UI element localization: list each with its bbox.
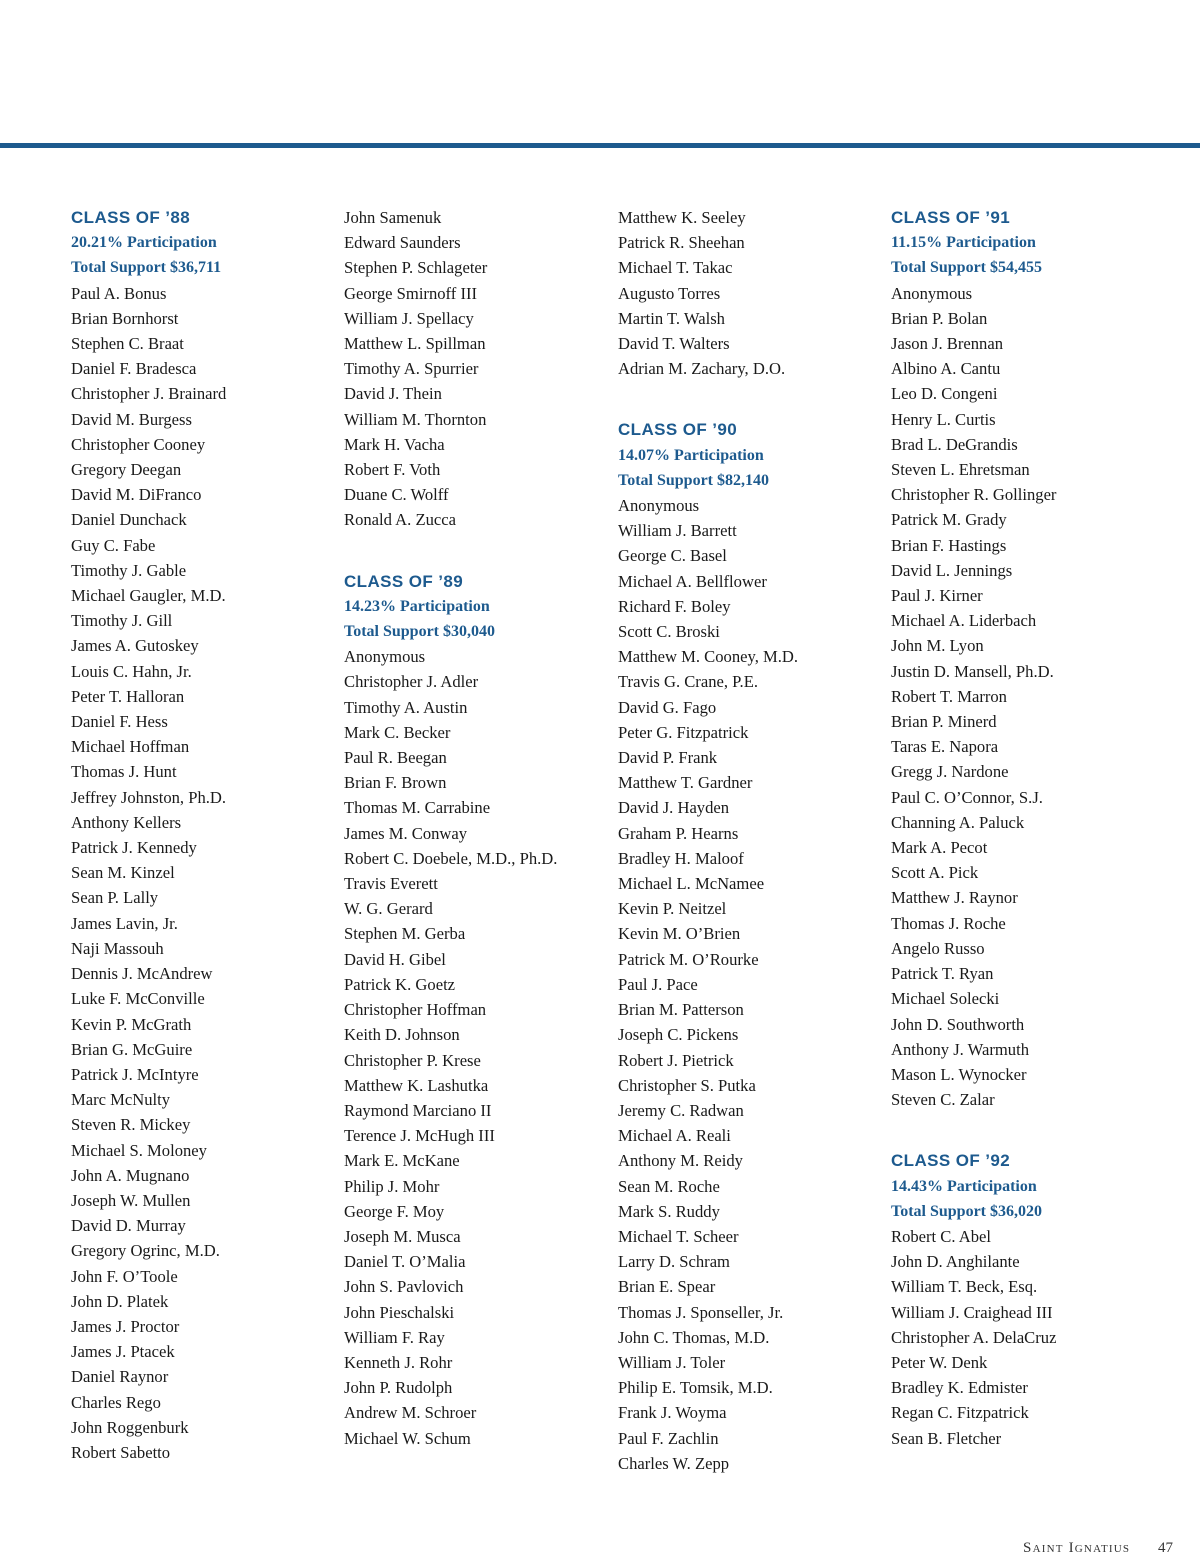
donor-name: William J. Barrett xyxy=(618,521,737,541)
donor-name: Christopher Hoffman xyxy=(344,1000,487,1020)
donor-name: John S. Pavlovich xyxy=(344,1277,464,1297)
donor-name: Patrick K. Goetz xyxy=(344,974,456,994)
donor-name: Sean M. Roche xyxy=(618,1176,720,1196)
column-2 xyxy=(344,205,604,1451)
donor-name: Patrick T. Ryan xyxy=(891,964,994,984)
donor-name: Timothy J. Gable xyxy=(71,560,187,580)
donor-name: Matthew K. Lashutka xyxy=(344,1075,489,1095)
donor-name: Brad L. DeGrandis xyxy=(891,434,1018,454)
donor-name: Andrew M. Schroer xyxy=(344,1403,477,1423)
donor-name: Thomas M. Carrabine xyxy=(344,798,491,818)
donor-name: Leo D. Congeni xyxy=(891,384,998,404)
donor-name: Louis C. Hahn, Jr. xyxy=(71,661,192,681)
donor-name: Anthony J. Warmuth xyxy=(891,1039,1030,1059)
donor-name: Kevin P. McGrath xyxy=(71,1014,192,1034)
donor-name: George F. Moy xyxy=(344,1201,445,1221)
donor-name: Luke F. McConville xyxy=(71,989,205,1009)
donor-name: Marc McNulty xyxy=(71,1090,171,1110)
donor-name: Paul J. Kirner xyxy=(891,586,983,606)
donor-name: Michael Solecki xyxy=(891,989,1000,1009)
header-rule xyxy=(0,143,1200,148)
donor-name: Jason J. Brennan xyxy=(891,334,1003,354)
section-spacer xyxy=(344,533,604,569)
donor-name: Mark A. Pecot xyxy=(891,838,988,858)
donor-name: Brian F. Hastings xyxy=(891,535,1007,555)
donor-name: Jeremy C. Radwan xyxy=(618,1100,744,1120)
donor-name: Anonymous xyxy=(891,283,973,303)
donor-name: Matthew J. Raynor xyxy=(891,888,1018,908)
donor-name: Adrian M. Zachary, D.O. xyxy=(618,359,786,379)
donor-name: John P. Rudolph xyxy=(344,1378,453,1398)
donor-name: Jeffrey Johnston, Ph.D. xyxy=(71,787,227,807)
column-4 xyxy=(891,205,1151,1451)
donor-name: Mark S. Ruddy xyxy=(618,1201,720,1221)
donor-name: Brian P. Minerd xyxy=(891,712,997,732)
donor-name: Frank J. Woyma xyxy=(618,1403,727,1423)
donor-name: Sean M. Kinzel xyxy=(71,863,175,883)
donor-name: Brian M. Patterson xyxy=(618,1000,744,1020)
class-section xyxy=(618,417,878,1476)
donor-name: William J. Spellacy xyxy=(344,308,474,328)
donor-name: Ronald A. Zucca xyxy=(344,510,456,530)
donor-name: David D. Murray xyxy=(71,1216,186,1236)
donor-name: Patrick J. McIntyre xyxy=(71,1064,199,1084)
donor-name: Angelo Russo xyxy=(891,938,985,958)
donor-name: Mark E. McKane xyxy=(344,1151,460,1171)
donor-name: David M. Burgess xyxy=(71,409,192,429)
total-support: Total Support $54,455 xyxy=(891,259,1042,277)
donor-name: Duane C. Wolff xyxy=(344,485,449,505)
donor-name: Bradley K. Edmister xyxy=(891,1378,1028,1398)
donor-name: Michael Hoffman xyxy=(71,737,190,757)
donor-name: Christopher S. Putka xyxy=(618,1075,756,1095)
donor-name: Paul J. Pace xyxy=(618,974,698,994)
donor-name: Brian E. Spear xyxy=(618,1277,716,1297)
donor-name: Raymond Marciano II xyxy=(344,1100,492,1120)
donor-name: Charles W. Zepp xyxy=(618,1453,730,1473)
donor-name: Matthew M. Cooney, M.D. xyxy=(618,647,799,667)
total-support: Total Support $36,711 xyxy=(71,259,222,277)
donor-name: William F. Ray xyxy=(344,1327,445,1347)
donor-name: Gregg J. Nardone xyxy=(891,762,1009,782)
donor-name: James M. Conway xyxy=(344,823,468,843)
donor-name: David P. Frank xyxy=(618,748,718,768)
class-heading: CLASS OF ’91 xyxy=(891,208,1011,227)
donor-name: Brian F. Brown xyxy=(344,773,447,793)
donor-name: Richard F. Boley xyxy=(618,596,731,616)
donor-name: Christopher J. Brainard xyxy=(71,384,227,404)
donor-name: Paul R. Beegan xyxy=(344,748,447,768)
donor-name: Stephen M. Gerba xyxy=(344,924,466,944)
donor-name: Peter G. Fitzpatrick xyxy=(618,722,749,742)
donor-name: John F. O’Toole xyxy=(71,1266,178,1286)
class-heading: CLASS OF ’89 xyxy=(344,571,464,591)
donor-name: John D. Anghilante xyxy=(891,1252,1020,1272)
donor-name: David M. DiFranco xyxy=(71,485,202,505)
donor-name: Henry L. Curtis xyxy=(891,409,996,429)
donor-name: Steven C. Zalar xyxy=(891,1090,995,1110)
donor-name: Travis G. Crane, P.E. xyxy=(618,672,758,692)
donor-name: Joseph W. Mullen xyxy=(71,1190,191,1210)
donor-name: Brian G. McGuire xyxy=(71,1039,193,1059)
donor-name: Sean P. Lally xyxy=(71,888,159,908)
class-heading: CLASS OF ’92 xyxy=(891,1151,1011,1171)
donor-name: David H. Gibel xyxy=(344,949,446,969)
donor-name: Mark H. Vacha xyxy=(344,434,445,454)
donor-name: Kevin M. O’Brien xyxy=(618,924,741,944)
donor-name: Michael L. McNamee xyxy=(618,874,765,894)
donor-name: Paul A. Bonus xyxy=(71,283,167,303)
donor-name: Stephen C. Braat xyxy=(71,334,184,354)
donor-name: Thomas J. Hunt xyxy=(71,762,177,782)
donor-name: Michael A. Bellflower xyxy=(618,571,767,591)
donor-name: Robert Sabetto xyxy=(71,1442,171,1462)
donor-name: Peter W. Denk xyxy=(891,1352,988,1372)
donor-name: Daniel Raynor xyxy=(71,1367,169,1387)
donor-name: Daniel T. O’Malia xyxy=(344,1252,466,1272)
donor-name: John Pieschalski xyxy=(344,1302,455,1322)
donor-name: Patrick M. O’Rourke xyxy=(618,949,759,969)
donor-name: Graham P. Hearns xyxy=(618,823,739,843)
donor-name: Daniel F. Bradesca xyxy=(71,359,197,379)
donor-name: Steven R. Mickey xyxy=(71,1115,191,1135)
donor-name: Christopher Cooney xyxy=(71,434,206,454)
donor-name: Christopher R. Gollinger xyxy=(891,485,1057,505)
class-section xyxy=(344,205,604,533)
donor-name: George C. Basel xyxy=(618,546,727,566)
donor-name: Keith D. Johnson xyxy=(344,1025,460,1045)
donor-name: Christopher J. Adler xyxy=(344,672,479,692)
donor-name: Timothy A. Austin xyxy=(344,697,468,717)
donor-name: Matthew L. Spillman xyxy=(344,334,486,354)
participation-rate: 14.23% Participation xyxy=(344,597,490,615)
donor-name: Terence J. McHugh III xyxy=(344,1126,495,1146)
donor-name: Thomas J. Roche xyxy=(891,913,1006,933)
donor-name: James J. Proctor xyxy=(71,1316,180,1336)
donor-name: John D. Platek xyxy=(71,1291,169,1311)
donor-name: George Smirnoff III xyxy=(344,283,478,303)
donor-name: Gregory Ogrinc, M.D. xyxy=(71,1241,220,1261)
donor-name: Anonymous xyxy=(618,496,700,516)
donor-name: Albino A. Cantu xyxy=(891,359,1001,379)
donor-name: Mason L. Wynocker xyxy=(891,1064,1027,1084)
donor-name: Daniel F. Hess xyxy=(71,712,168,732)
donor-name: Patrick J. Kennedy xyxy=(71,838,197,858)
page-footer xyxy=(1023,1540,1173,1557)
donor-name: Robert J. Pietrick xyxy=(618,1050,734,1070)
donor-name: William J. Toler xyxy=(618,1352,726,1372)
donor-name: Gregory Deegan xyxy=(71,460,182,480)
donor-name: Philip J. Mohr xyxy=(344,1176,440,1196)
donor-name: John D. Southworth xyxy=(891,1014,1025,1034)
class-heading: CLASS OF ’90 xyxy=(618,420,738,440)
participation-rate: 14.07% Participation xyxy=(618,446,764,464)
column-1 xyxy=(71,205,331,1465)
donor-name: David L. Jennings xyxy=(891,560,1013,580)
donor-name: Timothy J. Gill xyxy=(71,611,173,631)
donor-name: William J. Craighead III xyxy=(891,1302,1053,1322)
total-support: Total Support $82,140 xyxy=(618,471,769,489)
donor-name: Brian Bornhorst xyxy=(71,308,179,328)
footer-org-name: Saint Ignatius xyxy=(1023,1540,1131,1556)
class-section xyxy=(891,1148,1151,1450)
donor-name: David J. Hayden xyxy=(618,798,730,818)
donor-name: Kevin P. Neitzel xyxy=(618,899,727,919)
donor-name: James A. Gutoskey xyxy=(71,636,199,656)
donor-name: William T. Beck, Esq. xyxy=(891,1277,1038,1297)
donor-name: James J. Ptacek xyxy=(71,1342,175,1362)
participation-rate: 14.43% Participation xyxy=(891,1177,1037,1195)
donor-name: Christopher P. Krese xyxy=(344,1050,481,1070)
donor-name: Robert T. Marron xyxy=(891,686,1007,706)
donor-name: David T. Walters xyxy=(618,334,730,354)
donor-name: Bradley H. Maloof xyxy=(618,848,744,868)
donor-name: Robert C. Abel xyxy=(891,1226,992,1246)
donor-name: Michael W. Schum xyxy=(344,1428,471,1448)
donor-name: Mark C. Becker xyxy=(344,722,451,742)
donor-name: Guy C. Fabe xyxy=(71,535,156,555)
class-section xyxy=(618,205,878,381)
total-support: Total Support $30,040 xyxy=(344,623,495,641)
donor-name: Michael Gaugler, M.D. xyxy=(71,586,226,606)
section-spacer xyxy=(891,1112,1151,1148)
page-number: 47 xyxy=(1158,1540,1173,1556)
class-section xyxy=(344,569,604,1451)
donor-name: Steven L. Ehretsman xyxy=(891,460,1030,480)
donor-name: Daniel Dunchack xyxy=(71,510,187,530)
donor-name: Thomas J. Sponseller, Jr. xyxy=(618,1302,784,1322)
donor-name: Taras E. Napora xyxy=(891,737,999,757)
donor-name: Michael T. Scheer xyxy=(618,1226,739,1246)
donor-name: Scott C. Broski xyxy=(618,622,720,642)
donor-name: Michael S. Moloney xyxy=(71,1140,207,1160)
donor-name: John Roggenburk xyxy=(71,1417,189,1437)
donor-name: Anonymous xyxy=(344,647,426,667)
donor-name: Robert C. Doebele, M.D., Ph.D. xyxy=(344,848,558,868)
donor-name: Paul C. O’Connor, S.J. xyxy=(891,787,1043,807)
donor-name: David J. Thein xyxy=(344,384,442,404)
donor-name: Charles Rego xyxy=(71,1392,161,1412)
donor-name: Scott A. Pick xyxy=(891,863,979,883)
donor-name: John A. Mugnano xyxy=(71,1165,190,1185)
donor-name: Travis Everett xyxy=(344,874,438,894)
total-support: Total Support $36,020 xyxy=(891,1202,1042,1220)
class-heading: CLASS OF ’88 xyxy=(71,208,191,227)
donor-name: Augusto Torres xyxy=(618,283,721,303)
donor-name: W. G. Gerard xyxy=(344,899,433,919)
donor-name: Michael A. Liderbach xyxy=(891,611,1037,631)
donor-name: Brian P. Bolan xyxy=(891,308,988,328)
donor-name: Patrick R. Sheehan xyxy=(618,233,745,253)
participation-rate: 11.15% Participation xyxy=(891,234,1036,252)
donor-name: Naji Massouh xyxy=(71,938,164,958)
section-spacer xyxy=(618,381,878,417)
donor-name: Joseph C. Pickens xyxy=(618,1025,739,1045)
donor-name: Kenneth J. Rohr xyxy=(344,1352,453,1372)
donor-name: Sean B. Fletcher xyxy=(891,1428,1002,1448)
donor-name: Joseph M. Musca xyxy=(344,1226,461,1246)
donor-name: David G. Fago xyxy=(618,697,717,717)
donor-name: Anthony Kellers xyxy=(71,812,182,832)
donor-name: Matthew T. Gardner xyxy=(618,773,753,793)
donor-name: Stephen P. Schlageter xyxy=(344,258,488,278)
donor-name: Christopher A. DelaCruz xyxy=(891,1327,1057,1347)
donor-name: Michael T. Takac xyxy=(618,258,733,278)
donor-name: Channing A. Paluck xyxy=(891,812,1025,832)
donor-name: Larry D. Schram xyxy=(618,1252,730,1272)
column-3 xyxy=(618,205,878,1476)
donor-name: Justin D. Mansell, Ph.D. xyxy=(891,661,1054,681)
donor-name: Patrick M. Grady xyxy=(891,510,1007,530)
donor-name: John M. Lyon xyxy=(891,636,984,656)
class-section xyxy=(71,205,331,1465)
class-section xyxy=(891,205,1151,1112)
donor-name: Michael A. Reali xyxy=(618,1126,731,1146)
donor-name: Philip E. Tomsik, M.D. xyxy=(618,1378,773,1398)
donor-name: Edward Saunders xyxy=(344,233,461,253)
donor-name: Paul F. Zachlin xyxy=(618,1428,719,1448)
donor-name: Martin T. Walsh xyxy=(618,308,725,328)
participation-rate: 20.21% Participation xyxy=(71,234,217,252)
donor-name: Dennis J. McAndrew xyxy=(71,964,213,984)
donor-name: Anthony M. Reidy xyxy=(618,1151,743,1171)
donor-name: Regan C. Fitzpatrick xyxy=(891,1403,1029,1423)
donor-name: John Samenuk xyxy=(344,208,442,227)
donor-name: John C. Thomas, M.D. xyxy=(618,1327,770,1347)
donor-name: Matthew K. Seeley xyxy=(618,208,746,227)
donor-name: William M. Thornton xyxy=(344,409,487,429)
donor-name: Timothy A. Spurrier xyxy=(344,359,479,379)
donor-name: James Lavin, Jr. xyxy=(71,913,178,933)
donor-name: Robert F. Voth xyxy=(344,460,441,480)
donor-name: Peter T. Halloran xyxy=(71,686,185,706)
